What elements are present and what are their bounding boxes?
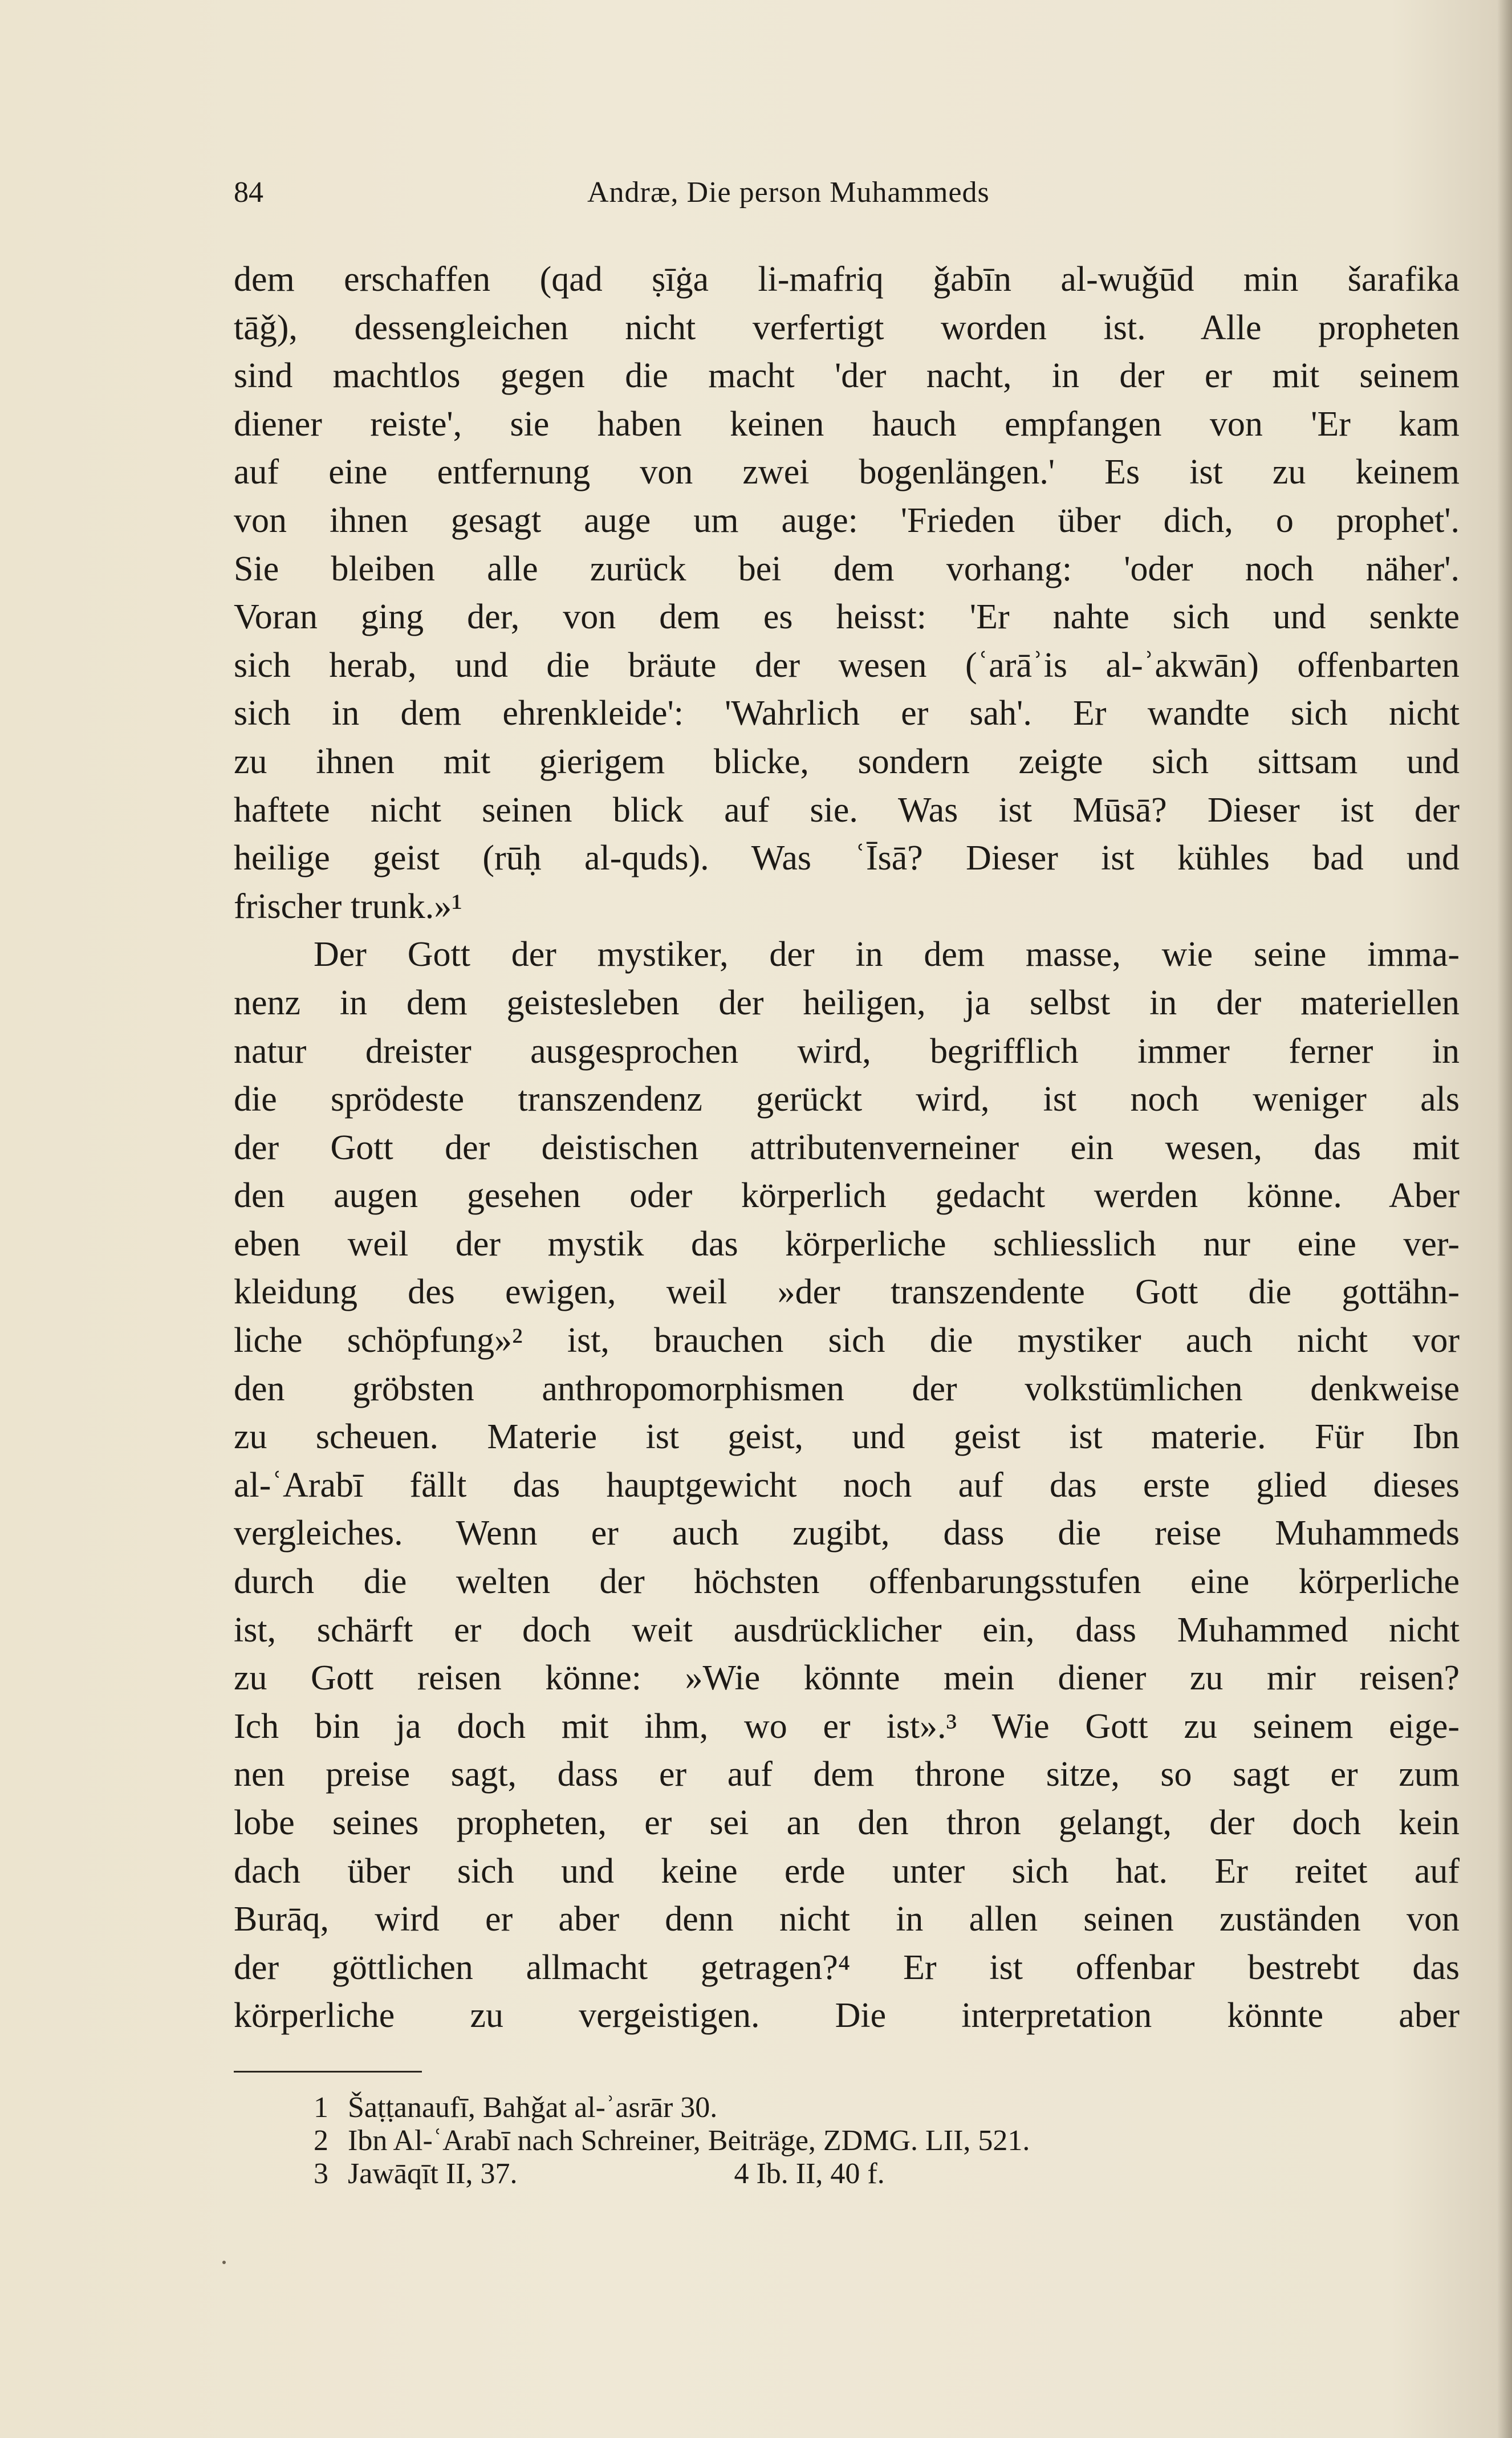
footnote-text: Šaṭṭanaufī, Bahǧat al-ʾasrār 30.: [348, 2091, 718, 2124]
text-line: diener reiste', sie haben keinen hauch empfangen von 'Er kam: [234, 404, 1460, 444]
text-line: al-ʿArabī fällt das hauptgewicht noch auf das erste glied dieses: [234, 1465, 1460, 1505]
text-line: sind machtlos gegen die macht 'der nacht, in der er mit seinem: [234, 356, 1460, 396]
page-number: 84: [234, 176, 263, 209]
paragraph-end-line: frischer trunk.»¹: [234, 887, 462, 926]
footnote-3-and-4: [314, 2157, 1454, 2191]
running-title: Andræ, Die person Muhammeds: [587, 176, 990, 209]
text-line: dem erschaffen (qad ṣīġa li-mafriq ǧabīn al-wuǧūd min šarafika: [234, 260, 1460, 299]
text-line: eben weil der mystik das körperliche schliesslich nur eine ver-: [234, 1224, 1460, 1263]
text-line: Sie bleiben alle zurück bei dem vorhang: 'oder noch näher'.: [234, 549, 1460, 588]
body-text: [234, 255, 1460, 2040]
text-line: natur dreister ausgesprochen wird, begrifflich immer ferner in: [234, 1031, 1460, 1071]
text-line: zu ihnen mit gierigem blicke, sondern zeigte sich sittsam und: [234, 742, 1460, 781]
text-line: den gröbsten anthropomorphismen der volkstümlichen denkweise: [234, 1369, 1460, 1408]
text-line: haftete nicht seinen blick auf sie. Was ist Mūsā? Dieser ist der: [234, 790, 1460, 830]
footnote-marker: 1: [314, 2091, 328, 2124]
text-line: durch die welten der höchsten offenbarungsstufen eine körperliche: [234, 1562, 1460, 1602]
text-line: heilige geist (rūḥ al-quds). Was ʿĪsā? Dieser ist kühles bad und: [234, 839, 1460, 878]
text-line: Voran ging der, von dem es heisst: 'Er nahte sich und senkte: [234, 598, 1460, 637]
text-line: körperliche zu vergeistigen. Die interpretation könnte aber: [234, 1996, 1460, 2035]
footnote-marker: 2: [314, 2124, 328, 2157]
text-line: auf eine entfernung von zwei bogenlängen.' Es ist zu keinem: [234, 453, 1460, 492]
text-line: der Gott der deistischen attributenverneiner ein wesen, das mit: [234, 1128, 1460, 1167]
footnote-text: Jawāqīt II, 37.: [348, 2157, 518, 2190]
footnote-text: Ib. II, 40 f.: [756, 2157, 885, 2190]
text-line: die sprödeste transzendenz gerückt wird, ist noch weniger als: [234, 1080, 1460, 1119]
text-line: zu Gott reisen könne: »Wie könnte mein diener zu mir reisen?: [234, 1659, 1460, 1698]
text-line: Burāq, wird er aber denn nicht in allen seinen zuständen von: [234, 1900, 1460, 1939]
footnote-2: [314, 2124, 1454, 2157]
ink-speck: [222, 2261, 226, 2264]
footnote-marker: 4: [734, 2157, 749, 2190]
text-line: von ihnen gesagt auge um auge: 'Frieden über dich, o prophet'.: [234, 501, 1460, 540]
text-line: Ich bin ja doch mit ihm, wo er ist».³ Wie Gott zu seinem eige-: [234, 1706, 1460, 1746]
paragraph-start-line: Der Gott der mystiker, der in dem masse, wie seine imma-: [314, 935, 1460, 974]
footnote-divider: [234, 2071, 422, 2073]
running-header: [234, 176, 1460, 216]
text-line: nenz in dem geistesleben der heiligen, ja selbst in der materiellen: [234, 983, 1460, 1022]
text-line: sich herab, und die bräute der wesen (ʿarāʾis al-ʾakwān) offenbarten: [234, 645, 1460, 685]
text-line: vergleiches. Wenn er auch zugibt, dass die reise Muhammeds: [234, 1514, 1460, 1553]
text-line: zu scheuen. Materie ist geist, und geist ist materie. Für Ibn: [234, 1417, 1460, 1457]
text-line: den augen gesehen oder körperlich gedacht werden könne. Aber: [234, 1176, 1460, 1216]
footnote-1: [314, 2091, 1454, 2124]
footnote-text: Ibn Al-ʿArabī nach Schreiner, Beiträge, ZDMG. LII, 521.: [348, 2124, 1030, 2157]
text-line: sich in dem ehrenkleide': 'Wahrlich er sah'. Er wandte sich nicht: [234, 694, 1460, 733]
text-line: ist, schärft er doch weit ausdrücklicher ein, dass Muhammed nicht: [234, 1610, 1460, 1649]
footnotes: [314, 2091, 1454, 2191]
footnote-marker: 3: [314, 2157, 328, 2190]
page-edge-shadow: [1497, 0, 1512, 2438]
text-line: der göttlichen allmacht getragen?⁴ Er ist offenbar bestrebt das: [234, 1948, 1460, 1987]
text-line: nen preise sagt, dass er auf dem throne sitze, so sagt er zum: [234, 1755, 1460, 1794]
text-line: dach über sich und keine erde unter sich hat. Er reitet auf: [234, 1851, 1460, 1891]
text-line: liche schöpfung»² ist, brauchen sich die mystiker auch nicht vor: [234, 1321, 1460, 1360]
text-line: tāǧ), dessengleichen nicht verfertigt worden ist. Alle propheten: [234, 308, 1460, 347]
text-line: lobe seines propheten, er sei an den thron gelangt, der doch kein: [234, 1803, 1460, 1842]
text-line: kleidung des ewigen, weil »der transzendente Gott die gottähn-: [234, 1273, 1460, 1312]
